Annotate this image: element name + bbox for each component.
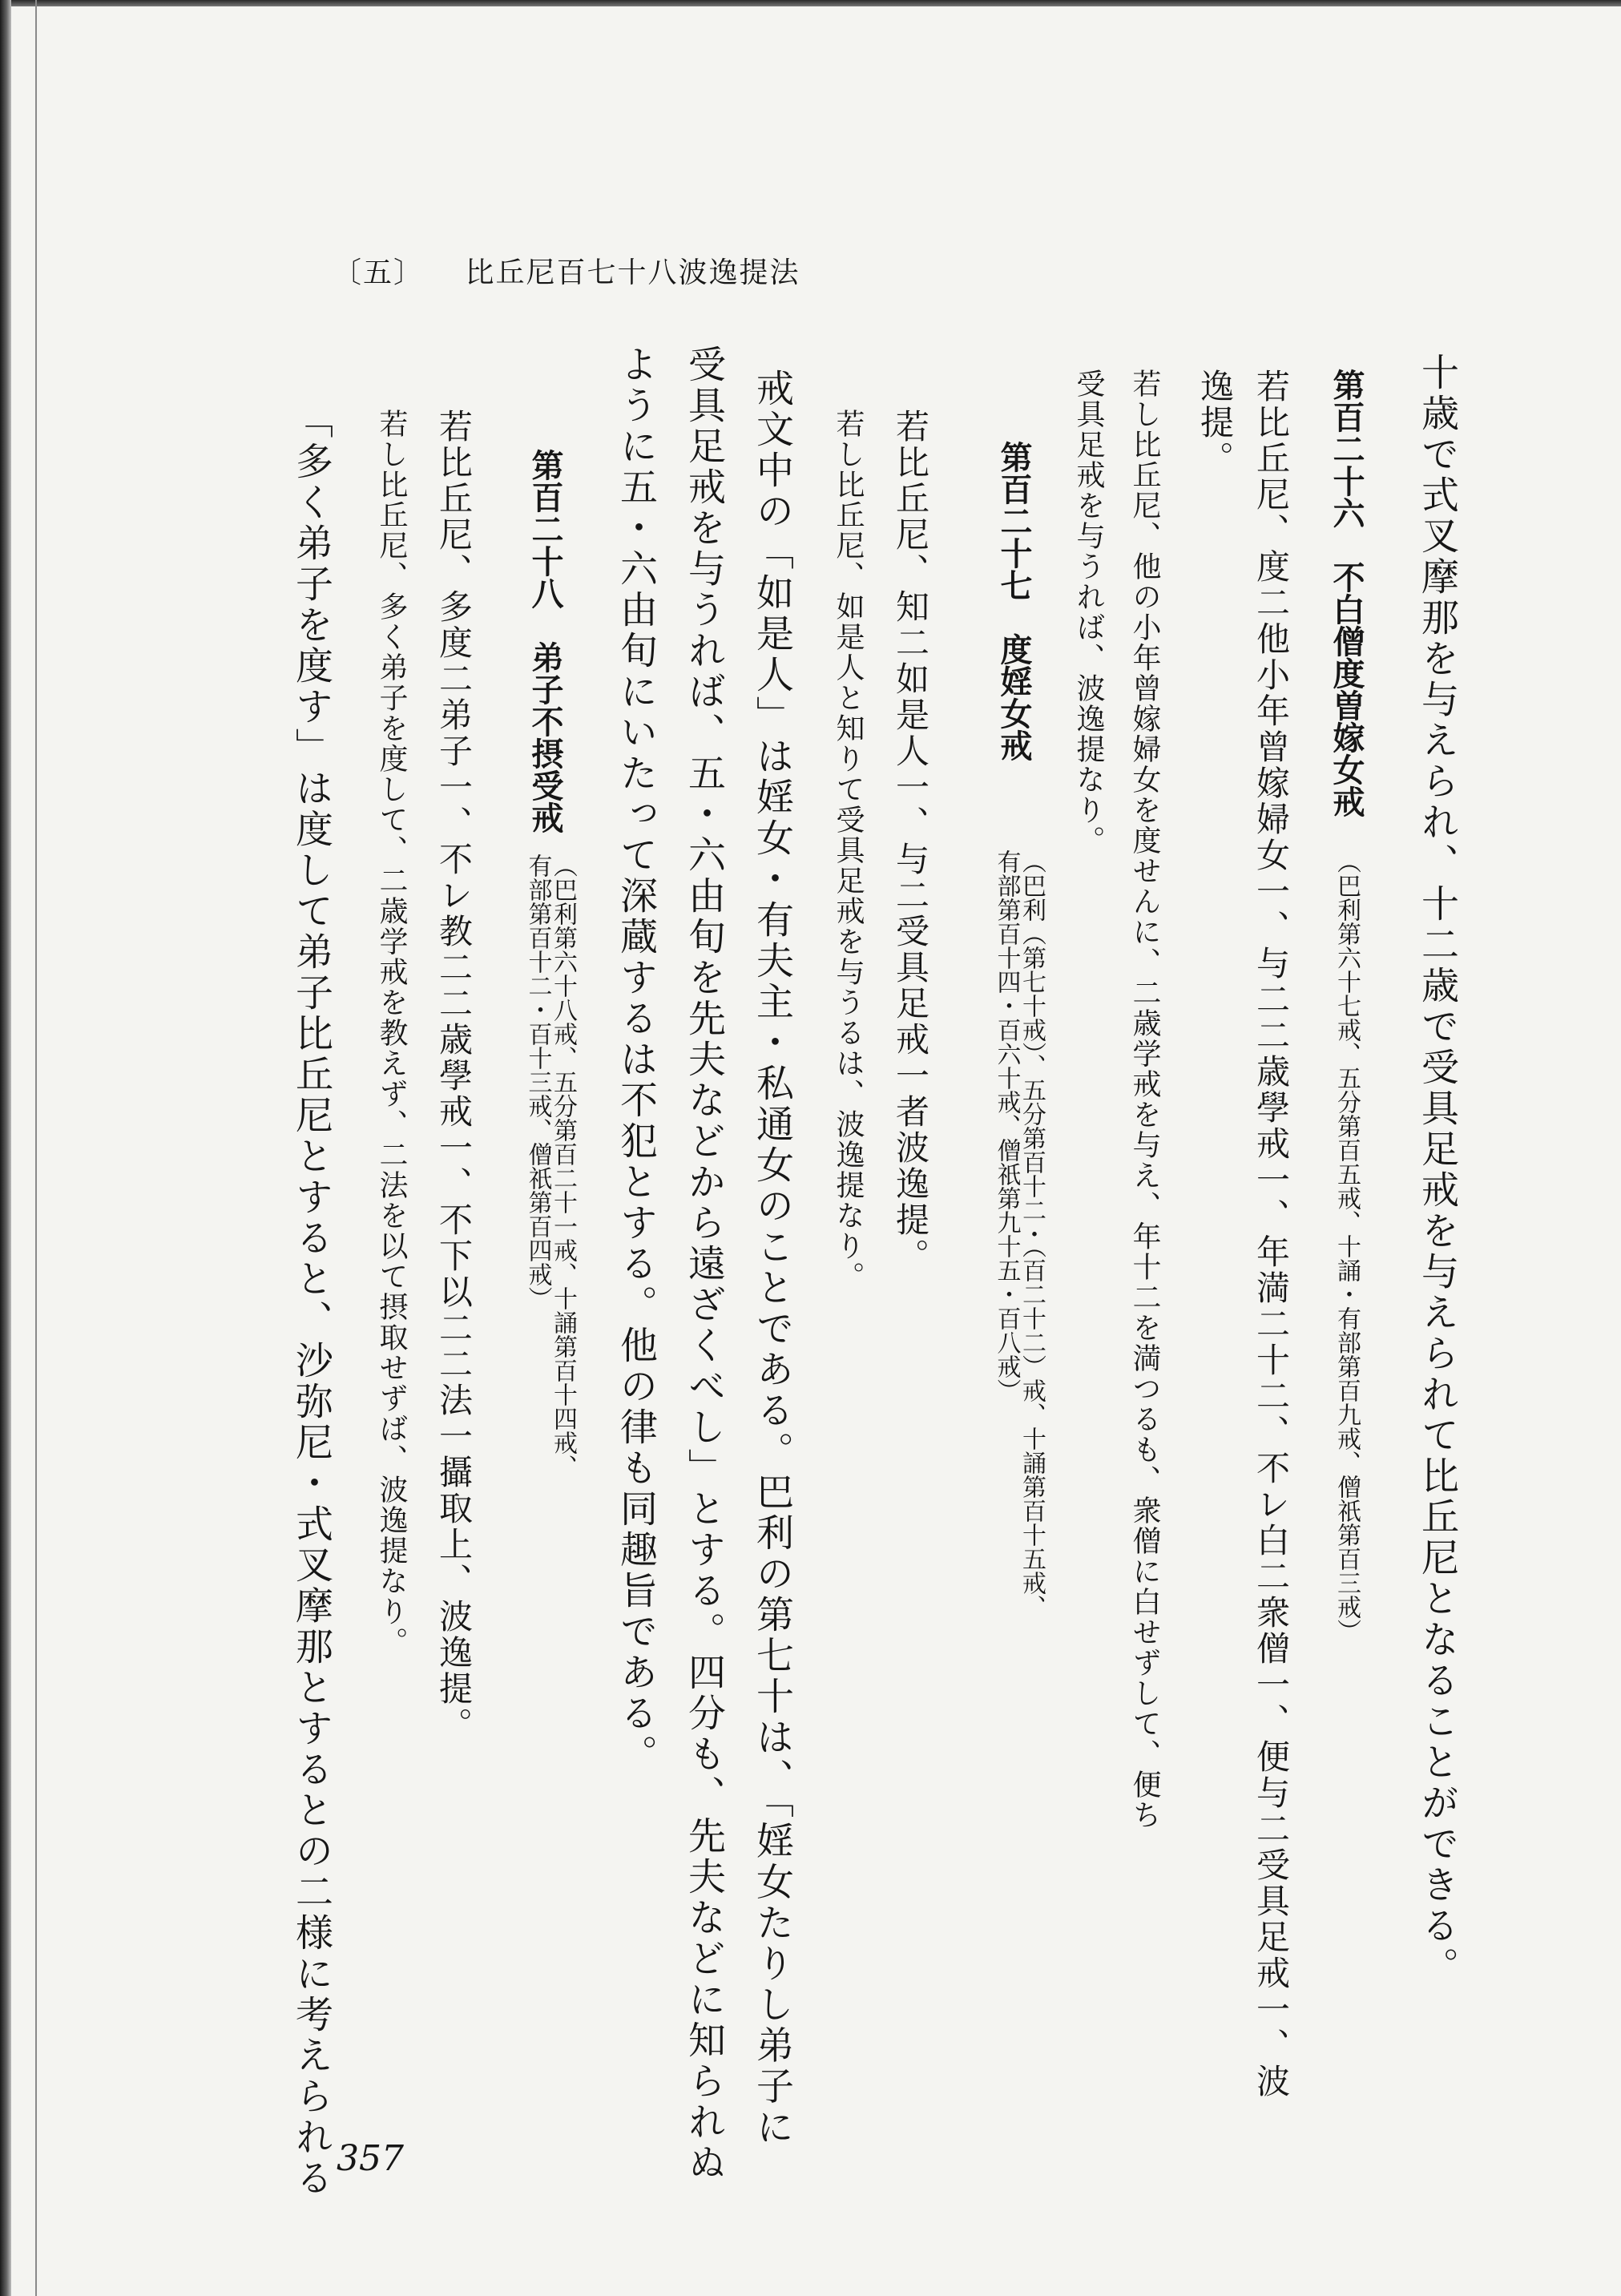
rule-note-line: （巴利第六十八戒、五分第百二十一戒、十誦第百十四戒、 [549,853,577,1479]
commentary-line: 受具足戒を与うれば、五・六由旬を先夫などから遠ざくべし」とする。四分も、先夫などに知られぬ [682,345,726,2184]
vinaya-text-line: 逸提。 [1196,369,1235,477]
reading-line: 若し比丘尼、他の小年曾嫁婦女を度せんに、二歳学戒を与え、年十二を満つるも、衆僧に白せずして、便ち [1128,369,1161,1830]
rule-title: 第百二十七 度婬女戒 [995,441,1033,761]
scan-border-left [0,0,11,2296]
reading-line: 受具足戒を与うれば、波逸提なり。 [1072,369,1105,856]
running-head [333,250,800,291]
scan-border-top [0,0,1621,6]
reading-line: 若し比丘尼、多く弟子を度して、二歳学戒を教えず、二法を以て摂取せずば、波逸提なり。 [375,409,408,1657]
scan-edge-line [35,0,37,2296]
commentary-line: 「多く弟子を度す」は度して弟子比丘尼とすると、沙弥尼・式叉摩那とするとの二様に考えられる [289,401,333,2199]
rule-note-127 [994,849,1044,1619]
rule-note-line: 有部第百十四・百六十戒、僧祇第九十五・百八戒） [992,849,1021,1402]
vinaya-text-line: 若比丘尼、多度二弟子一、不レ教二二歳學戒一、不下以二二法一攝取上、波逸提。 [434,409,474,1743]
rule-note-line: （巴利（第七十戒）、五分第百十二・（百二十二）戒、十誦第百十五戒、 [1018,849,1046,1619]
section-number: 〔五〕 [333,256,425,289]
rule-note-line: 有部第百十二・百十三戒、僧祇第百四戒） [523,853,552,1310]
page-number: 357 [337,2138,404,2179]
rule-heading-126 [1328,369,1365,2156]
rule-note: （巴利第六十七戒、五分第百五戒、十誦・有部第百九戒、僧祇第百三戒） [1333,849,1361,1643]
reading-line: 若し比丘尼、如是人と知りて受具足戒を与うるは、波逸提なり。 [832,409,865,1292]
commentary-line: ように五・六由旬にいたって深蔵するは不犯とする。他の律も同趣旨である。 [614,345,658,1775]
vinaya-text-line: 若比丘尼、知二如是人一、与二受具足戒一者波逸提。 [891,409,930,1274]
commentary-line: 戒文中の「如是人」は婬女・有夫主・私通女のことである。巴利の第七十は、「婬女たりし弟子に [750,369,794,2149]
body-column: 十歳で式叉摩那を与えられ、十二歳で受具足戒を与えられて比丘尼となることができる。 [1415,353,1459,1987]
rule-title: 第百二十六 不白僧度曽嫁女戒 [1328,369,1365,817]
rule-title: 第百二十八 弟子不摂受戒 [526,449,564,833]
vinaya-text-line: 若比丘尼、度二他小年曾嫁婦女一、与二二歳學戒一、年満二十二、不レ白二衆僧一、便与二受具足戒一、波 [1252,369,1291,2100]
rule-note-128 [525,853,575,1479]
running-title: 比丘尼百七十八波逸提法 [465,256,800,289]
